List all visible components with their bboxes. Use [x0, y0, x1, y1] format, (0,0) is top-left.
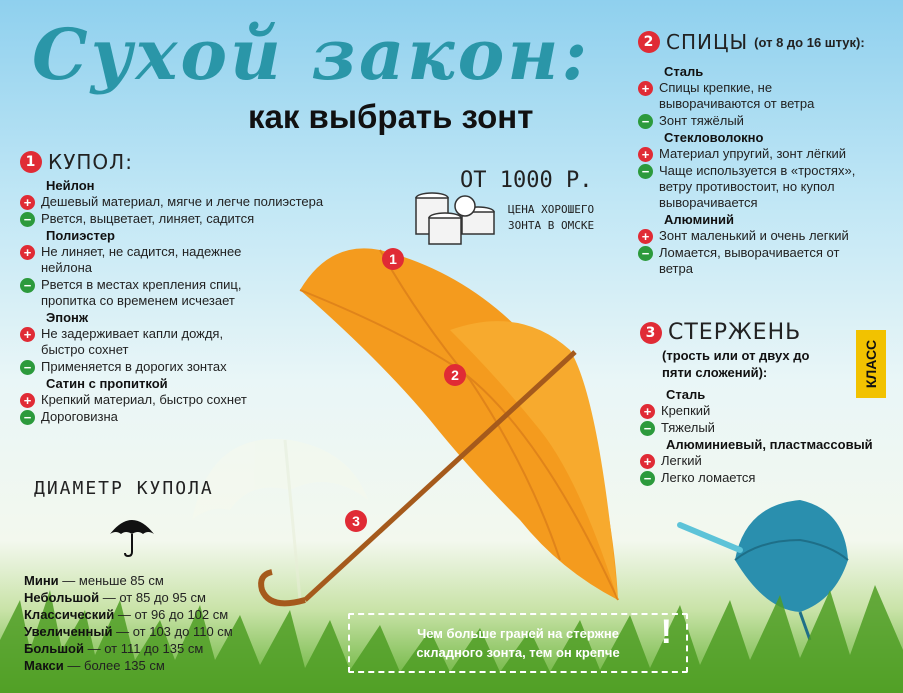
plus-icon: + [640, 404, 655, 419]
plus-icon: + [640, 454, 655, 469]
spokes-material-name: Алюминий [664, 212, 735, 227]
con-item [638, 163, 888, 211]
con-text: Рвется в местах крепления спиц, пропитка со временем исчезает [41, 277, 242, 308]
section-canopy-title: КУПОЛ: [48, 150, 133, 174]
con-item [20, 359, 350, 375]
canopy-material-name: Нейлон [46, 178, 95, 193]
section-spokes [638, 30, 898, 277]
brand-logo-text: КЛАСС [863, 339, 880, 389]
size-row [24, 657, 233, 674]
number-badge: 3 [640, 322, 662, 344]
plus-icon: + [20, 245, 35, 260]
coins-icon [416, 193, 494, 244]
page-subtitle: как выбрать зонт [248, 98, 534, 135]
plus-icon: + [20, 195, 35, 210]
page-title: Сухой закон: [32, 13, 591, 96]
brand-logo [856, 330, 886, 398]
pro-text: Крепкий материал, быстро сохнет [41, 392, 247, 407]
plus-icon: + [20, 327, 35, 342]
canopy-material-name: Полиэстер [46, 228, 115, 243]
pro-text: Дешевый материал, мягче и легче полиэстера [41, 194, 324, 209]
number-badge: 1 [20, 151, 42, 173]
plus-icon: + [638, 81, 653, 96]
size-row [24, 572, 233, 589]
con-text: Зонт тяжёлый [659, 113, 744, 128]
size-row [24, 623, 233, 640]
diameter-title: ДИАМЕТР КУПОЛА [34, 478, 214, 499]
umbrella-marker-2: 2 [444, 364, 466, 386]
con-item [638, 113, 898, 129]
shaft-material-name: Алюминиевый, пластмассовый [666, 437, 873, 452]
pro-item [638, 146, 898, 162]
size-value: — более 135 см [67, 658, 165, 673]
price-caption [508, 202, 594, 234]
pro-text: Не задерживает капли дождя, быстро сохнет [41, 326, 224, 357]
pro-item [638, 228, 898, 244]
small-umbrella-icon [108, 512, 156, 558]
canopy-material-name: Сатин с пропиткой [46, 376, 168, 391]
minus-icon: − [20, 360, 35, 375]
price-caption-line: ЦЕНА ХОРОШЕГО [508, 203, 595, 216]
section-canopy-header [20, 150, 350, 174]
size-value: — от 96 до 102 см [117, 607, 229, 622]
pro-item [20, 326, 265, 358]
con-text: Ломается, выворачивается от ветра [659, 245, 840, 276]
size-value: — меньше 85 см [62, 573, 164, 588]
con-item [640, 420, 898, 436]
con-item [638, 245, 858, 277]
note-text: Чем больше граней на стержне складного зонта, тем он крепче [416, 626, 620, 660]
pro-item [640, 453, 898, 469]
price-value: ОТ 1000 Р. [460, 168, 593, 193]
con-text: Дороговизна [41, 409, 118, 424]
spokes-material-name: Сталь [664, 64, 704, 79]
minus-icon: − [20, 278, 35, 293]
size-name: Небольшой [24, 590, 100, 605]
con-text: Чаще используется в «тростях», ветру противостоит, но купол выворачивается [659, 163, 856, 210]
con-item [20, 409, 350, 425]
size-row [24, 606, 233, 623]
minus-icon: − [638, 114, 653, 129]
section-spokes-header [638, 30, 898, 54]
size-name: Большой [24, 641, 84, 656]
pro-text: Спицы крепкие, не выворачиваются от ветра [659, 80, 815, 111]
shaft-material-name: Сталь [666, 387, 706, 402]
note-box [348, 613, 688, 673]
section-shaft-title: СТЕРЖЕНЬ [668, 320, 802, 345]
section-canopy [20, 150, 350, 425]
size-name: Макси [24, 658, 64, 673]
size-row [24, 589, 233, 606]
exclamation-icon: ! [660, 613, 672, 651]
pro-text: Легкий [661, 453, 702, 468]
size-name: Увеличенный [24, 624, 113, 639]
diameter-sizes-list [24, 572, 233, 674]
pro-text: Не линяет, не садится, надежнее нейлона [41, 244, 242, 275]
con-text: Рвется, выцветает, линяет, садится [41, 211, 255, 226]
pro-item [20, 392, 350, 408]
con-text: Применяется в дорогих зонтах [41, 359, 227, 374]
pro-text: Материал упругий, зонт лёгкий [659, 146, 847, 161]
minus-icon: − [638, 246, 653, 261]
pro-item [638, 80, 868, 112]
size-row [24, 640, 233, 657]
plus-icon: + [638, 147, 653, 162]
size-name: Классический [24, 607, 115, 622]
canopy-material-name: Эпонж [46, 310, 89, 325]
plus-icon: + [638, 229, 653, 244]
minus-icon: − [20, 212, 35, 227]
con-item [640, 470, 898, 486]
size-name: Мини [24, 573, 59, 588]
minus-icon: − [640, 471, 655, 486]
umbrella-marker-1: 1 [382, 248, 404, 270]
size-value: — от 103 до 110 см [116, 624, 233, 639]
section-spokes-note: (от 8 до 16 штук): [754, 34, 865, 50]
con-text: Тяжелый [661, 420, 715, 435]
con-item [20, 277, 290, 309]
price-caption-line: ЗОНТА В ОМСКЕ [508, 219, 595, 232]
minus-icon: − [638, 164, 653, 179]
size-value: — от 85 до 95 см [102, 590, 206, 605]
pro-item [640, 403, 898, 419]
pro-text: Крепкий [661, 403, 711, 418]
number-badge: 2 [638, 31, 660, 53]
minus-icon: − [640, 421, 655, 436]
section-shaft-note: (трость или от двух до пяти сложений): [662, 348, 810, 380]
con-item [20, 211, 350, 227]
section-spokes-title: СПИЦЫ [666, 30, 749, 54]
pro-item [20, 194, 350, 210]
pro-text: Зонт маленький и очень легкий [659, 228, 849, 243]
umbrella-marker-3: 3 [345, 510, 367, 532]
plus-icon: + [20, 393, 35, 408]
spokes-material-name: Стекловолокно [664, 130, 764, 145]
con-text: Легко ломается [661, 470, 756, 485]
pro-item [20, 244, 265, 276]
size-value: — от 111 до 135 см [87, 641, 204, 656]
minus-icon: − [20, 410, 35, 425]
